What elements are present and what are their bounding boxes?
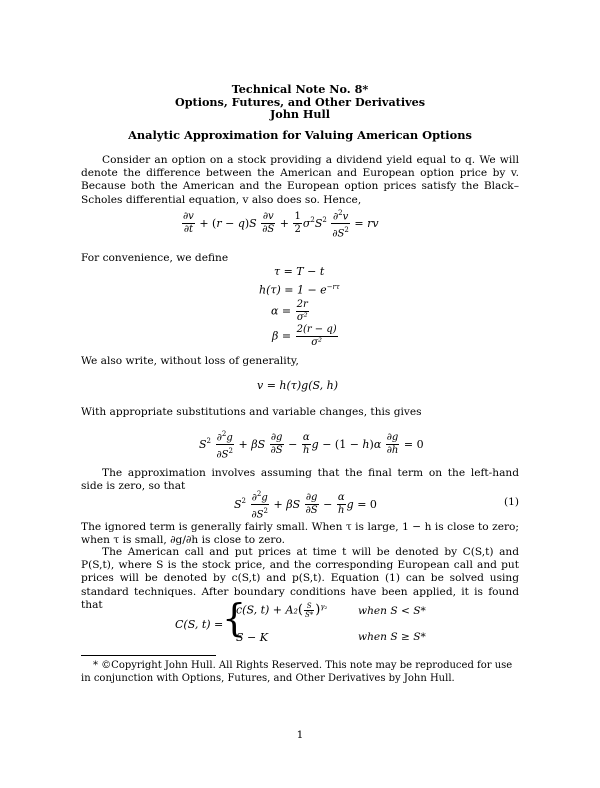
def-beta xyxy=(272,324,339,349)
paragraph-intro: Consider an option on a stock providing a dividend yield equal to q. We will denote the difference between the American and European option price by v. Because both the American and the European option prices satisfy the Black–Scholes differential equation, v also does so. Hence, xyxy=(81,154,519,206)
beta-denominator: σ² xyxy=(311,337,323,348)
eq-v-substitution: v = h(τ)g(S, h) xyxy=(257,379,339,392)
case1-text: c(S, t) + A₂ xyxy=(236,603,298,617)
def-h-text: h(τ) = 1 − e xyxy=(259,283,327,297)
equation-1: $S^2$ $\frac{\partial^2g}{\partial S^2}$ + βS $\frac{\partial g}{\partial S}$ − $\frac{\alpha}{h}$ g = 0 xyxy=(234,490,377,521)
gamma-exponent: γ₂ xyxy=(320,602,328,611)
piecewise-case1-condition: when S < S* xyxy=(358,605,426,617)
beta-numerator: 2(r − q) xyxy=(296,324,337,335)
piecewise-case2: S − K xyxy=(236,631,268,644)
def-beta-lhs: β = xyxy=(272,329,292,343)
footnote-rule xyxy=(81,655,216,656)
paragraph-american-prices: The American call and put prices at time t will be denoted by C(S,t) and P(S,t), where S is the stock price, and the corresponding European call and put prices will be denoted by c(S,t) and p(S,t). Equation (1) can be solved using standard techniques. After boundary conditions have been applied, it is found that xyxy=(81,546,519,611)
black-scholes-equation: $\frac{\partial v}{\partial t}$ + (r − q)S $\frac{\partial v}{\partial S}$ + $\frac{1}{2}$ $\sigma^2S^2$ $\frac{\partial^2v}{\partial S^2}$ = rv xyxy=(183,209,379,240)
alpha-numerator: 2r xyxy=(296,299,308,310)
author: John Hull xyxy=(269,107,331,121)
paragraph-approximation: The approximation involves assuming that the final term on the left-hand side is zero, so that xyxy=(81,467,519,493)
transformed-equation: $S^2$ $\frac{\partial^2g}{\partial S^2}$ + βS $\frac{\partial g}{\partial S}$ − $\frac{\alpha}{h}$ g − (1 − h)α $\frac{\partial g}{\partial h}$ = 0 xyxy=(199,430,424,461)
piecewise-case2-condition: when S ≥ S* xyxy=(358,631,426,643)
alpha-denominator: σ² xyxy=(296,312,308,323)
paper-title: Analytic Approximation for Valuing American Options xyxy=(128,128,472,142)
equation-number: (1) xyxy=(503,496,519,508)
def-alpha xyxy=(271,299,310,324)
note-number: Technical Note No. 8* xyxy=(231,82,369,96)
def-alpha-lhs: α = xyxy=(271,304,292,318)
piecewise-lhs xyxy=(175,618,223,631)
book-title: Options, Futures, and Other Derivatives xyxy=(174,95,426,109)
def-h-exponent: −rτ xyxy=(326,283,340,291)
piecewise-lhs-text: C(S, t) = xyxy=(175,618,224,631)
page-number: 1 xyxy=(296,729,304,741)
paragraph-convenience: For convenience, we define xyxy=(81,252,229,264)
paragraph-also-write: We also write, without loss of generality, xyxy=(81,355,299,367)
footnote: * ©Copyright John Hull. All Rights Reserved. This note may be reproduced for use in conjunction with Options, Futures, and Other Derivatives by John Hull. xyxy=(81,660,513,684)
def-h xyxy=(259,283,340,297)
piecewise-case1: c(S, t) + A₂( $\frac{S}{S*}$ )$^{\gamma_2}$ xyxy=(236,602,328,619)
paragraph-ignored-term: The ignored term is generally fairly small. When τ is large, 1 − h is close to zero; when τ is small, ∂g/∂h is close to zero. xyxy=(81,521,519,547)
left-brace: { xyxy=(222,596,247,640)
paragraph-substitutions: With appropriate substitutions and variable changes, this gives xyxy=(81,406,422,418)
def-tau: τ = T − t xyxy=(274,265,325,278)
